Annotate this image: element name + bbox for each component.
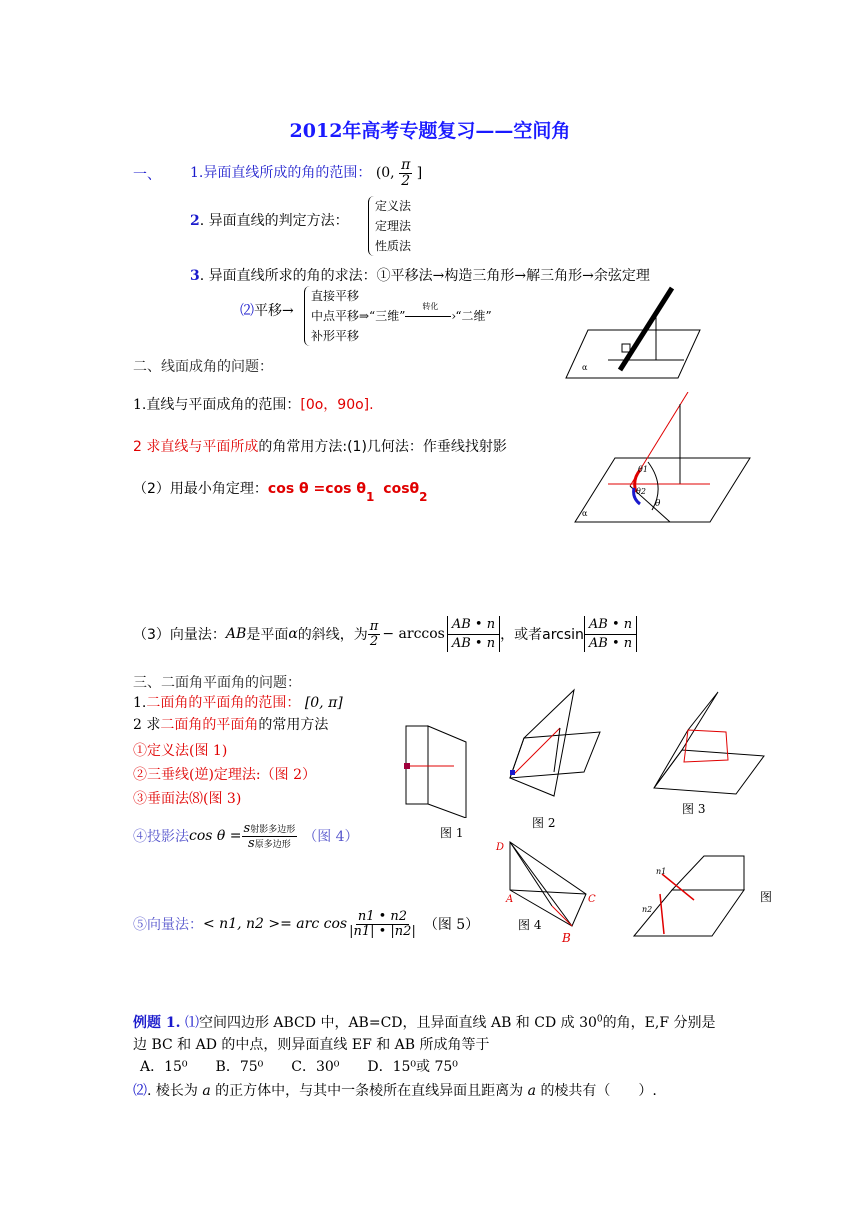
q2-a: a <box>202 1083 211 1099</box>
method-property: 性质法 <box>375 239 412 253</box>
fig5-plane-b <box>672 856 744 890</box>
vector-method-line <box>133 606 637 662</box>
alpha-label: α <box>582 363 588 372</box>
q2-text-3: 的棱共有（ ）. <box>540 1083 657 1099</box>
section-3-heading: 三、二面角平面角的问题： <box>133 675 301 691</box>
vector-dihedral-formula: < n1, n2 >= arc cos <box>203 916 348 932</box>
arcsin-numerator: AB • n <box>584 616 637 635</box>
oblique-line-figure <box>560 282 710 382</box>
arccos-label: − arccos <box>382 626 445 642</box>
projection-label: ④投影法 <box>133 829 189 845</box>
fig2-perp <box>554 728 560 772</box>
q1-text-2: 的角，E,F 分别是 <box>602 1015 716 1031</box>
projection-fig-ref: （图 4） <box>303 829 359 845</box>
item-1-range-open: (0, <box>375 165 395 182</box>
figure-3-caption: 图 3 <box>682 802 706 816</box>
fig2-marker <box>510 770 515 775</box>
item-2-number: 2 <box>190 213 200 229</box>
item-3-method-1: ①平移法→构造三角形→解三角形→余弦定理 <box>376 268 650 284</box>
fig1-marker <box>404 763 410 769</box>
method-definition-fig1: ①定义法(图 1) <box>133 743 228 759</box>
example-label: 例题 1. <box>133 1015 181 1031</box>
section-3-range <box>133 692 343 712</box>
n1-n2-magnitude: |n1| • |n2| <box>349 923 416 939</box>
right-angle-mark <box>622 344 630 352</box>
section-2-range <box>133 394 374 414</box>
method-2-list <box>304 286 492 346</box>
theta-sub-1: 1 <box>366 490 375 504</box>
section-3-methods <box>133 714 328 734</box>
methods-red-text: 求直线与平面所成 <box>146 439 259 455</box>
fig2-plane-b <box>510 732 600 778</box>
vector-text: 是平面 <box>246 627 289 643</box>
arccos-numerator: AB • n <box>447 616 500 635</box>
item-3-number: 3 <box>190 268 200 284</box>
s-num-sub: 射影多边形 <box>250 824 296 835</box>
range-value: [0o，90o]. <box>300 397 374 413</box>
q1-text: 空间四边形 ABCD 中，AB=CD，且异面直线 AB 和 CD 成 30 <box>198 1015 597 1031</box>
n1-dot-n2: n1 • n2 <box>357 908 408 924</box>
fig4-edge-2 <box>510 842 552 906</box>
item-1-range-close: ] <box>416 165 423 182</box>
fig3-plane-a <box>654 692 718 788</box>
figure-4-caption: 图 4 <box>518 918 542 932</box>
method-projection <box>133 816 359 856</box>
q2-text: . 棱长为 <box>147 1083 198 1099</box>
method-three-perpendicular: ②三垂线(逆)定理法:（图 2） <box>133 767 316 783</box>
vector-dihedral-fig-ref: （图 5） <box>423 917 480 933</box>
q1-number: ⑴ <box>184 1015 199 1031</box>
method-definition: 定义法 <box>375 199 412 213</box>
section-2-heading: 二、线面成角的问题： <box>133 359 273 375</box>
figure-2-caption: 图 2 <box>532 816 556 830</box>
alpha-label-2: α <box>582 509 588 518</box>
pi-over-two <box>368 620 381 648</box>
two-dimensional: “二维” <box>455 309 492 323</box>
figure-2 <box>504 688 604 798</box>
method-perpendicular-plane: ③垂面法⑻(图 3) <box>133 791 242 807</box>
plane-alpha-2 <box>575 458 750 522</box>
theta1-label: θ1 <box>638 465 648 474</box>
fig3-plane-b <box>654 750 764 794</box>
q2-text-2: 的正方体中，与其中一条棱所在直线异面且距离为 <box>215 1083 524 1099</box>
item-2-label: . 异面直线的判定方法： <box>199 213 349 229</box>
vector-alpha: α <box>288 626 298 642</box>
midpoint-translation: 中点平移⇒“三维” <box>311 309 406 323</box>
arccos-denominator: AB • n <box>447 635 500 653</box>
two-denominator: 2 <box>401 172 411 189</box>
fig2-plane-a <box>510 690 574 796</box>
figure-1-caption: 图 1 <box>440 826 464 840</box>
fig5-n2-label: n2 <box>642 905 653 914</box>
item-2-methods <box>368 196 411 256</box>
item-3-method-2 <box>240 300 294 320</box>
example-1-line-1 <box>133 1012 716 1032</box>
fig4-label-d: D <box>496 842 505 853</box>
figure-1 <box>394 718 474 818</box>
arcsin-fraction <box>584 616 637 652</box>
section-1-number: 一、 <box>133 167 161 183</box>
pi-num: π <box>369 618 379 634</box>
section-2-methods <box>133 436 507 456</box>
fig5-n1-label: n1 <box>656 867 667 876</box>
example-1-options: A．15⁰ B．75⁰ C．30⁰ D．15⁰或 75⁰ <box>140 1059 458 1075</box>
item-1-label: 1.异面直线所成的角的范围： <box>190 165 372 182</box>
arccos-fraction <box>447 616 500 652</box>
theta-label: θ <box>655 499 661 509</box>
min-angle-cos-2: cosθ <box>383 481 420 497</box>
range-3-red: 二面角的平面角的范围： <box>146 695 301 711</box>
q2-a-2: a <box>527 1083 536 1099</box>
page-title: 2012年高考专题复习——空间角 <box>289 120 571 142</box>
fig4-label-a: A <box>506 894 514 905</box>
fig4-base <box>510 842 586 926</box>
min-angle-formula: cos θ =cos θ <box>267 481 367 497</box>
range-label: 1.直线与平面成角的范围： <box>133 397 301 413</box>
item-3-label: . 异面直线所求的角的求法： <box>199 268 377 284</box>
methods-3-red: 二面角的平面角 <box>160 717 259 733</box>
projection-denominator <box>246 837 293 851</box>
method-2-label: 平移→ <box>254 303 294 319</box>
fig2-red-line <box>514 728 560 774</box>
figure-5-caption: 图 <box>760 890 773 904</box>
midpoint-translation-row <box>311 302 492 326</box>
s-num: s <box>243 820 251 836</box>
figure-5 <box>632 850 762 945</box>
min-angle-figure <box>570 392 760 532</box>
methods-3-rest: 的常用方法 <box>258 717 329 733</box>
range-3-number: 1. <box>133 695 147 711</box>
figure-4 <box>492 836 612 946</box>
item-2-line <box>190 210 349 230</box>
pi-numerator: π <box>401 157 411 173</box>
arcsin-label: ，或者arcsin <box>500 627 584 643</box>
convert-label: 转化 <box>422 302 439 311</box>
example-1-line-2: 边 BC 和 AD 的中点，则异面直线 EF 和 AB 所成角等于 <box>133 1037 490 1053</box>
fig4-label-c: C <box>588 894 596 905</box>
fig3-red-plane <box>684 730 728 762</box>
vector-method-label: （3）向量法： <box>133 627 226 643</box>
example-2-line <box>133 1080 657 1100</box>
item-1-line <box>190 158 422 188</box>
methods-3-number: 2 求 <box>133 717 161 733</box>
min-angle-label: （2）用最小角定理： <box>133 481 268 497</box>
vector-dihedral-fraction <box>347 910 418 938</box>
q1-sup: 0 <box>596 1014 603 1025</box>
q2-number: ⑵ <box>133 1083 147 1099</box>
method-2-min-angle <box>133 478 428 504</box>
s-den: s <box>248 835 255 851</box>
vector-dihedral-label: ⑤向量法： <box>133 917 203 933</box>
direct-translation: 直接平移 <box>311 289 360 303</box>
supplement-translation: 补形平移 <box>311 329 360 343</box>
arcsin-denominator: AB • n <box>584 635 637 653</box>
convert-arrow: 转化 › <box>405 306 455 326</box>
two-den: 2 <box>369 633 379 649</box>
oblique-line <box>620 288 672 370</box>
fig1-plane-b <box>428 726 466 818</box>
theta2-label: θ2 <box>636 487 646 496</box>
projection-cos: cos θ = <box>189 828 242 844</box>
method-vector-dihedral <box>133 894 479 954</box>
item-1-fraction <box>399 158 412 188</box>
fig4-label-b: B <box>562 931 571 945</box>
projection-numerator <box>242 822 298 837</box>
fig4-edge-1 <box>510 842 572 926</box>
range-3-value: [0, π] <box>304 695 343 711</box>
method-2-number: ⑵ <box>240 303 254 319</box>
vector-ab: AB <box>225 626 247 642</box>
vector-text-2: 的斜线，为 <box>297 627 368 643</box>
methods-number: 2 <box>133 439 142 455</box>
projection-fraction <box>242 822 298 850</box>
theta-sub-2: 2 <box>419 490 428 504</box>
methods-rest-text: 的角常用方法:(1)几何法：作垂线找射影 <box>258 439 507 455</box>
figure-3 <box>648 690 768 800</box>
s-den-sub: 原多边形 <box>254 839 291 850</box>
method-theorem: 定理法 <box>375 219 412 233</box>
